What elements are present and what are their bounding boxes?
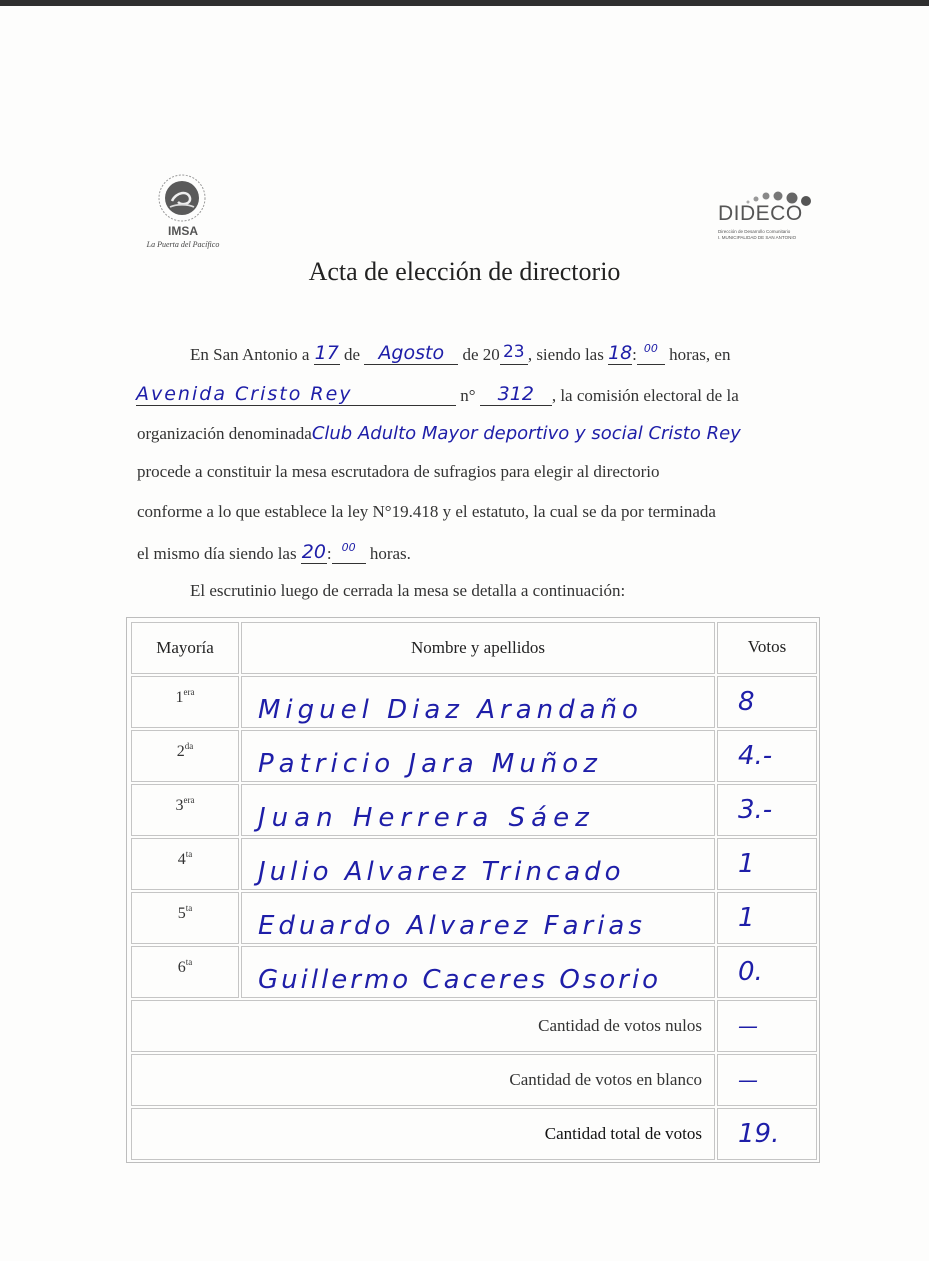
rank-number: 3 bbox=[175, 797, 184, 814]
rank-number: 1 bbox=[175, 689, 184, 706]
text-segment: el mismo día siendo las bbox=[137, 544, 297, 563]
day-value: 17 bbox=[314, 342, 339, 364]
end-hour-field bbox=[301, 541, 327, 564]
text-segment: En San Antonio a bbox=[190, 345, 310, 364]
paragraph-line-3 bbox=[137, 423, 741, 444]
null-votes-label: Cantidad de votos nulos bbox=[131, 1000, 715, 1052]
end-min-field bbox=[332, 541, 366, 564]
start-min-value: 00 bbox=[643, 342, 658, 355]
rank-suffix: era bbox=[183, 795, 195, 805]
year-value: 23 bbox=[502, 342, 525, 362]
rank-cell bbox=[131, 838, 239, 890]
candidate-name: Julio Alvarez Trincado bbox=[241, 838, 715, 890]
results-table bbox=[126, 617, 820, 1163]
dideco-logo-subtitle: Dirección de Desarrollo Comunitario bbox=[718, 229, 791, 234]
text-segment: horas, en bbox=[669, 345, 731, 364]
end-hour-value: 20 bbox=[301, 541, 326, 563]
rank-number: 4 bbox=[177, 851, 186, 868]
address-value: Avenida Cristo Rey bbox=[136, 383, 353, 405]
dideco-logo-name: DIDECO bbox=[718, 202, 803, 225]
paragraph-line-1: En San Antonio a 17 de Agosto de 20 23 , siendo las 18: $^{00}$ horas, en bbox=[190, 342, 731, 364]
month-value: Agosto bbox=[378, 342, 445, 364]
candidate-votes: 3.- bbox=[717, 784, 817, 836]
rank-suffix: ta bbox=[185, 903, 193, 913]
header-votes: Votos bbox=[717, 622, 817, 674]
rank-cell bbox=[131, 676, 239, 728]
end-min-value: 00 bbox=[341, 541, 356, 554]
paragraph-line-7: El escrutinio luego de cerrada la mesa se detalla a continuación: bbox=[190, 581, 626, 600]
start-hour-field bbox=[608, 342, 632, 365]
dideco-logo bbox=[714, 188, 814, 248]
rank-suffix: era bbox=[183, 687, 195, 697]
start-min-field bbox=[637, 342, 665, 365]
rank-suffix: ta bbox=[185, 957, 193, 967]
null-votes-value: — bbox=[717, 1000, 817, 1052]
candidate-votes: 1 bbox=[717, 892, 817, 944]
candidate-votes: 8 bbox=[717, 676, 817, 728]
rank-cell bbox=[131, 730, 239, 782]
month-field bbox=[364, 342, 458, 365]
candidate-name: Juan Herrera Sáez bbox=[241, 784, 715, 836]
rank-cell bbox=[131, 892, 239, 944]
rank-number: 5 bbox=[177, 905, 186, 922]
blank-votes-label: Cantidad de votos en blanco bbox=[131, 1054, 715, 1106]
imsa-emblem-icon bbox=[158, 174, 206, 222]
paragraph-line-4: procede a constituir la mesa escrutadora de sufragios para elegir al directorio bbox=[137, 462, 660, 481]
candidate-votes: 1 bbox=[717, 838, 817, 890]
header-name: Nombre y apellidos bbox=[241, 622, 715, 674]
candidate-votes: 4.- bbox=[717, 730, 817, 782]
text-segment: de 20 bbox=[462, 345, 500, 364]
rank-number: 2 bbox=[176, 743, 185, 760]
imsa-logo-tagline: La Puerta del Pacífico bbox=[146, 240, 220, 249]
text-segment: horas. bbox=[369, 544, 411, 563]
text-segment: de bbox=[343, 345, 361, 364]
organization-value: Club Adulto Mayor deportivo y social Cristo Rey bbox=[311, 423, 741, 444]
candidate-votes: 0. bbox=[717, 946, 817, 998]
candidate-name: Eduardo Alvarez Farias bbox=[241, 892, 715, 944]
rank-suffix: da bbox=[184, 741, 194, 751]
total-votes-label: Cantidad total de votos bbox=[131, 1108, 715, 1160]
paragraph-line-2 bbox=[136, 383, 739, 406]
candidate-name: Guillermo Caceres Osorio bbox=[241, 946, 715, 998]
imsa-logo bbox=[138, 172, 228, 256]
day-field bbox=[314, 342, 340, 365]
address-field bbox=[136, 383, 456, 406]
text-segment: , la comisión electoral de la bbox=[551, 386, 739, 405]
paragraph-line-6: el mismo día siendo las 20: $^{00}$ horas. bbox=[137, 541, 411, 563]
candidate-name: Patricio Jara Muñoz bbox=[241, 730, 715, 782]
candidate-name: Miguel Diaz Arandaño bbox=[241, 676, 715, 728]
rank-cell bbox=[131, 946, 239, 998]
text-segment: , siendo las bbox=[527, 345, 604, 364]
start-hour-value: 18 bbox=[608, 342, 633, 364]
rank-cell bbox=[131, 784, 239, 836]
number-value: 312 bbox=[497, 383, 534, 405]
text-segment: n° bbox=[460, 386, 476, 405]
dideco-logo-municipality: I. MUNICIPALIDAD DE SAN ANTONIO bbox=[718, 235, 797, 240]
total-votes-value: 19. bbox=[717, 1108, 817, 1160]
imsa-logo-name: IMSA bbox=[168, 224, 198, 238]
rank-number: 6 bbox=[177, 959, 186, 976]
paragraph-line-5: conforme a lo que establece la ley N°19.418 y el estatuto, la cual se da por terminada bbox=[137, 502, 716, 521]
rank-suffix: ta bbox=[185, 849, 193, 859]
blank-votes-value: — bbox=[717, 1054, 817, 1106]
document-title: Acta de elección de directorio bbox=[308, 257, 621, 286]
scan-edge bbox=[0, 0, 929, 6]
year-field bbox=[500, 342, 528, 365]
number-field bbox=[480, 383, 552, 406]
text-segment: organización denominada bbox=[137, 424, 312, 443]
header-rank: Mayoría bbox=[131, 622, 239, 674]
